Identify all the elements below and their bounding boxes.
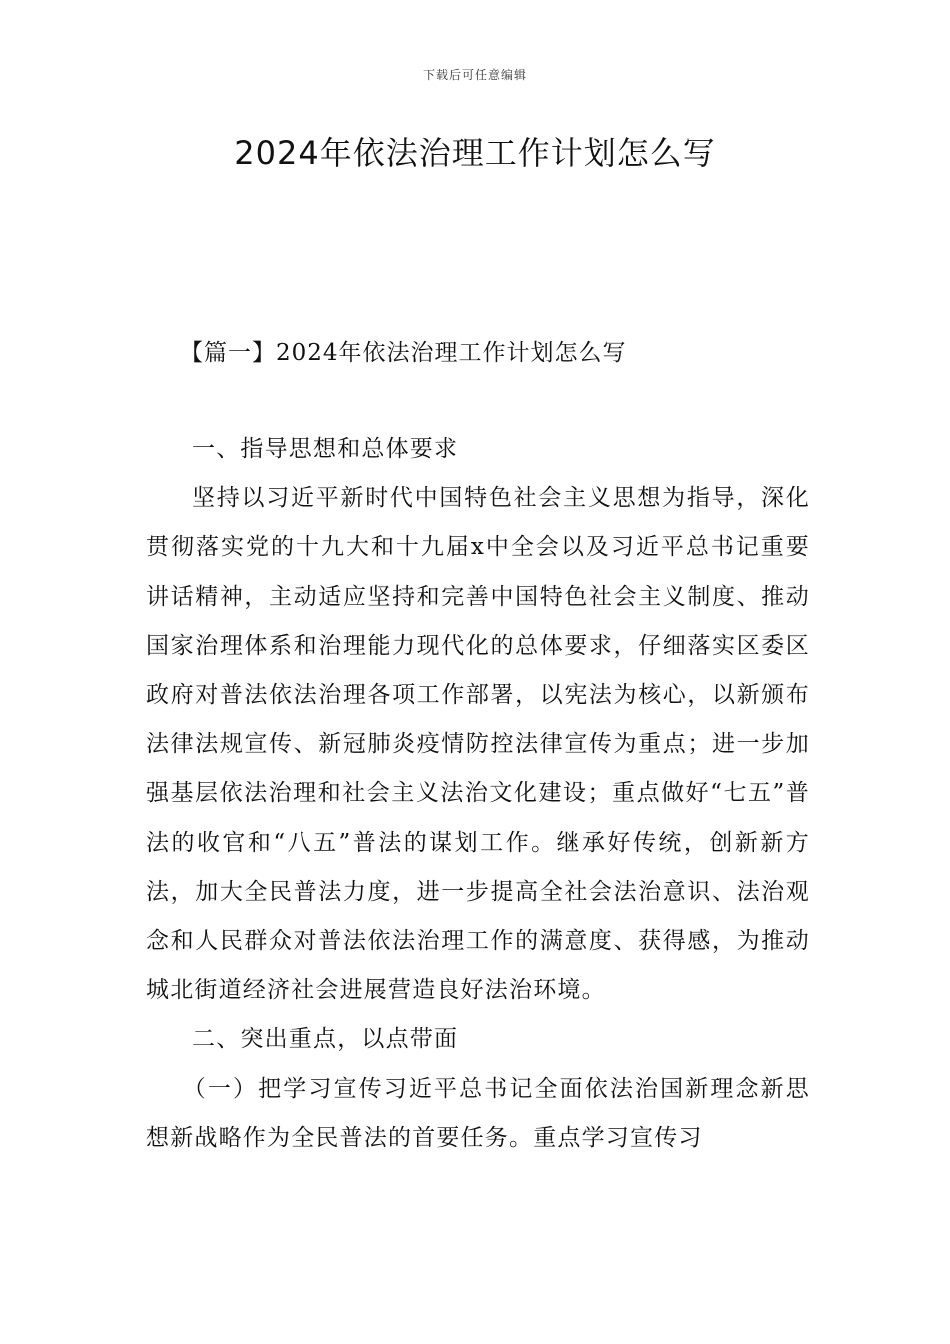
document-title: 2024年依法治理工作计划怎么写 [234, 134, 716, 172]
paragraph-guiding-thought: 坚持以习近平新时代中国特色社会主义思想为指导，深化贯彻落实党的十九大和十九届x中全会以及习近平总书记重要讲话精神，主动适应坚持和完善中国特色社会主义制度、推动国家治理体系和治理能力现代化的总体要求，仔细落实区委区政府对普法依法治理各项工作部署，以宪法为核心，以新颁布法律法规宣传、新冠肺炎疫情防控法律宣传为重点；进一步加强基层依法治理和社会主义法治文化建设；重点做好“七五”普法的收官和“八五”普法的谋划工作。继承好传统，创新新方法，加大全民普法力度，进一步提高全社会法治意识、法治观念和人民群众对普法依法治理工作的满意度、获得感，为推动城北街道经济社会进展营造良好法治环境。 [146, 485, 810, 1004]
heading-key-points: 二、突出重点，以点带面 [192, 1026, 459, 1053]
paragraph-point-one: （一）把学习宣传习近平总书记全面依法治国新理念新思想新战略作为全民普法的首要任务。重点学习宣传习 [146, 1075, 810, 1151]
heading-guiding-thought: 一、指导思想和总体要求 [192, 436, 459, 462]
section-heading: 【篇一】2024年依法治理工作计划怎么写 [180, 340, 627, 366]
document-body [146, 425, 810, 1163]
header-note: 下载后可任意编辑 [422, 68, 527, 82]
